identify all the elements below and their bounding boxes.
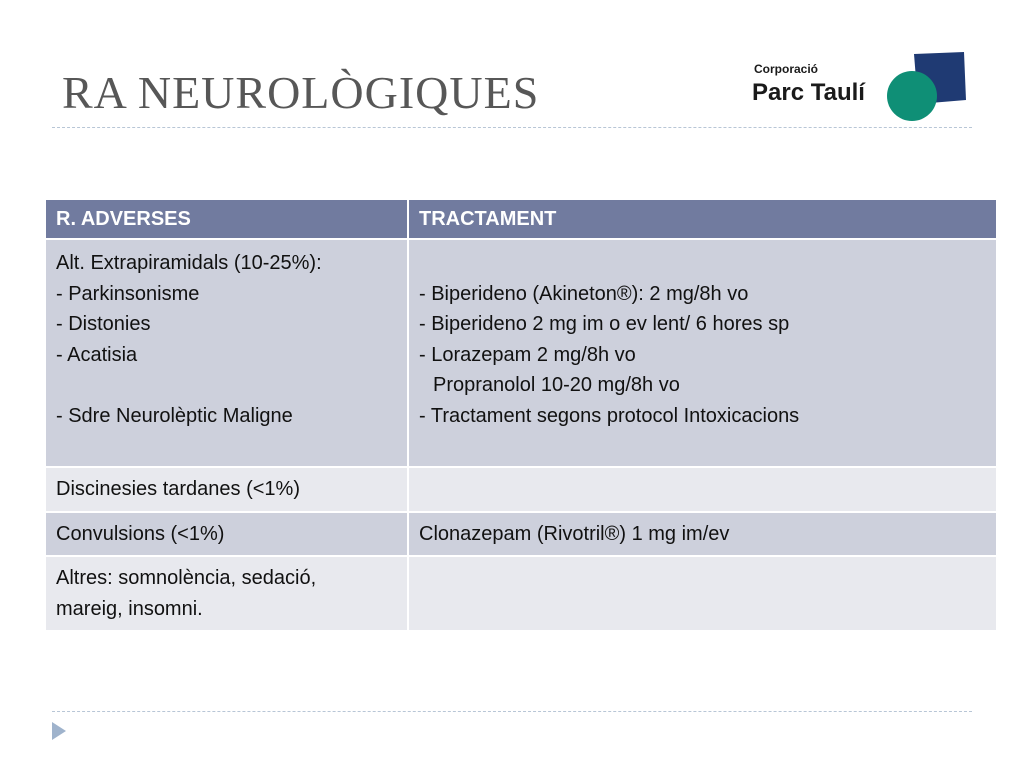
treatment-cell: [408, 467, 997, 512]
slide-title: RA NEUROLÒGIQUES: [62, 67, 540, 118]
table-header-row: [45, 199, 997, 239]
blank-line: [419, 248, 986, 279]
table-row: [45, 467, 997, 512]
title-divider: [52, 127, 972, 128]
header-adverse-reactions: R. ADVERSES: [45, 199, 408, 239]
adverse-line: Alt. Extrapiramidals (10-25%):: [56, 252, 322, 274]
treatment-line: Clonazepam (Rivotril®) 1 mg im/ev: [419, 522, 730, 545]
logo-mark-icon: [884, 52, 968, 122]
adverse-line: - Parkinsonisme: [56, 282, 200, 305]
adverse-reactions-table: [44, 198, 998, 632]
adverse-cell: [45, 467, 408, 512]
table-row: [45, 512, 997, 557]
adverse-cell: [45, 556, 408, 631]
adverse-cell: [45, 512, 408, 557]
adverse-line: Discinesies tardanes (<1%): [56, 478, 300, 500]
adverse-line: - Acatisia: [56, 343, 138, 366]
treatment-cell: [408, 556, 997, 631]
adverse-line: - Sdre Neurolèptic Maligne: [56, 404, 293, 427]
treatment-line: - Biperideno (Akineton®): 2 mg/8h vo: [419, 282, 749, 305]
adverse-line: mareig, insomni.: [56, 597, 203, 620]
table-row: [45, 556, 997, 631]
treatment-line: Propranolol 10-20 mg/8h vo: [433, 374, 680, 396]
treatment-cell: [408, 239, 997, 467]
table-row: [45, 239, 997, 467]
treatment-line: - Lorazepam 2 mg/8h vo: [419, 343, 636, 366]
footer-divider: [52, 711, 972, 712]
logo-small-text: Corporació: [754, 62, 819, 76]
blank-line: [56, 370, 397, 401]
parc-tauli-logo: [752, 52, 967, 124]
treatment-line: - Biperideno 2 mg im o ev lent/ 6 hores sp: [419, 313, 790, 335]
adverse-line: - Distonies: [56, 313, 151, 335]
logo-name: Parc Taulí: [752, 79, 865, 106]
adverse-line: Convulsions (<1%): [56, 522, 225, 545]
play-arrow-icon: [51, 721, 67, 741]
treatment-line: - Tractament segons protocol Intoxicacions: [419, 404, 800, 427]
treatment-cell: [408, 512, 997, 557]
header-treatment: TRACTAMENT: [408, 199, 997, 239]
adverse-line: Altres: somnolència, sedació,: [56, 567, 317, 589]
adverse-cell: [45, 239, 408, 467]
